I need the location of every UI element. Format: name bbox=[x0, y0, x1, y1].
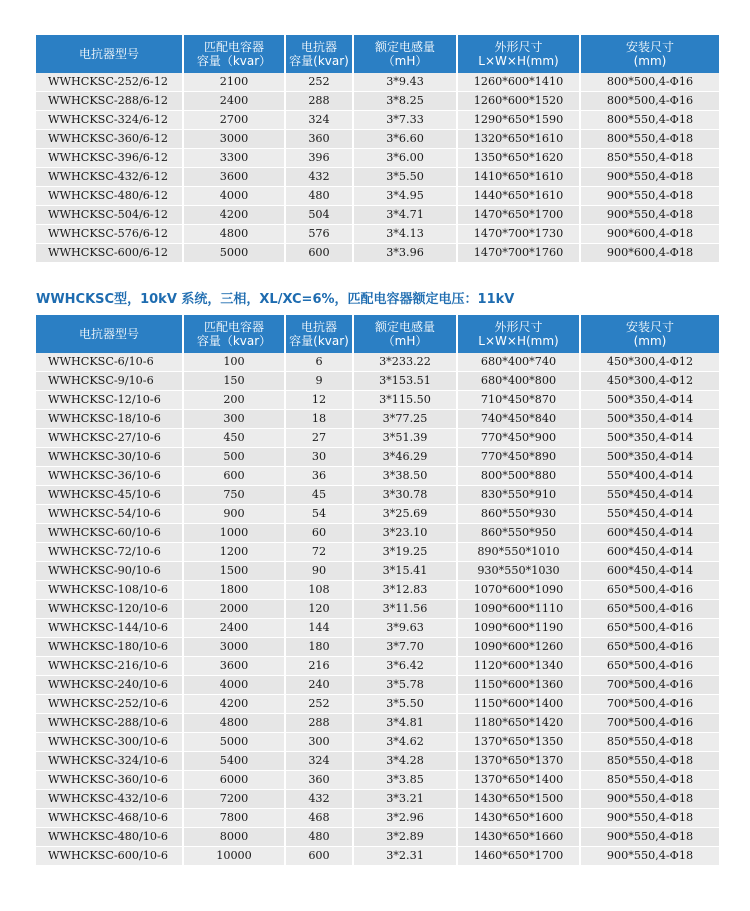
cell-model: WWHCKSC-480/6-12 bbox=[36, 187, 184, 206]
cell-dimensions: 1090*600*1190 bbox=[458, 619, 581, 638]
cell-inductance: 3*6.42 bbox=[354, 657, 458, 676]
cell-reactor-capacity: 480 bbox=[286, 828, 354, 847]
cell-mounting-size: 850*550,4-Φ18 bbox=[581, 752, 719, 771]
cell-inductance: 3*51.39 bbox=[354, 429, 458, 448]
cell-capacitor-capacity: 1800 bbox=[184, 581, 286, 600]
cell-reactor-capacity: 18 bbox=[286, 410, 354, 429]
cell-model: WWHCKSC-12/10-6 bbox=[36, 391, 184, 410]
cell-inductance: 3*3.21 bbox=[354, 790, 458, 809]
header-dimensions bbox=[458, 35, 581, 73]
cell-reactor-capacity: 324 bbox=[286, 752, 354, 771]
cell-reactor-capacity: 600 bbox=[286, 847, 354, 866]
cell-dimensions: 890*550*1010 bbox=[458, 543, 581, 562]
cell-model: WWHCKSC-60/10-6 bbox=[36, 524, 184, 543]
cell-reactor-capacity: 45 bbox=[286, 486, 354, 505]
cell-mounting-size: 800*500,4-Φ16 bbox=[581, 73, 719, 92]
cell-reactor-capacity: 240 bbox=[286, 676, 354, 695]
cell-model: WWHCKSC-180/10-6 bbox=[36, 638, 184, 657]
section-title-10kv: WWHCKSC型，10kV 系统，三相，XL/XC=6%，匹配电容器额定电压：11kV bbox=[36, 292, 515, 307]
cell-dimensions: 1470*650*1700 bbox=[458, 206, 581, 225]
cell-mounting-size: 650*500,4-Φ16 bbox=[581, 600, 719, 619]
cell-inductance: 3*6.60 bbox=[354, 130, 458, 149]
cell-dimensions: 930*550*1030 bbox=[458, 562, 581, 581]
header-line: (mm) bbox=[633, 54, 667, 68]
cell-reactor-capacity: 36 bbox=[286, 467, 354, 486]
cell-inductance: 3*6.00 bbox=[354, 149, 458, 168]
cell-capacitor-capacity: 600 bbox=[184, 467, 286, 486]
header-line: 容量（kvar） bbox=[196, 54, 272, 68]
cell-inductance: 3*30.78 bbox=[354, 486, 458, 505]
cell-reactor-capacity: 30 bbox=[286, 448, 354, 467]
header-line: 匹配电容器 bbox=[203, 40, 264, 54]
cell-model: WWHCKSC-432/10-6 bbox=[36, 790, 184, 809]
cell-inductance: 3*4.81 bbox=[354, 714, 458, 733]
cell-reactor-capacity: 576 bbox=[286, 225, 354, 244]
header-line: 电抗器型号 bbox=[78, 327, 139, 341]
cell-inductance: 3*5.78 bbox=[354, 676, 458, 695]
header-line: 外形尺寸 bbox=[494, 320, 543, 334]
cell-inductance: 3*233.22 bbox=[354, 353, 458, 372]
cell-dimensions: 800*500*880 bbox=[458, 467, 581, 486]
cell-inductance: 3*3.96 bbox=[354, 244, 458, 263]
cell-capacitor-capacity: 3600 bbox=[184, 168, 286, 187]
cell-inductance: 3*115.50 bbox=[354, 391, 458, 410]
cell-mounting-size: 700*500,4-Φ16 bbox=[581, 695, 719, 714]
header-line: L×W×H(mm) bbox=[478, 334, 559, 348]
cell-mounting-size: 600*450,4-Φ14 bbox=[581, 562, 719, 581]
cell-model: WWHCKSC-288/6-12 bbox=[36, 92, 184, 111]
cell-dimensions: 1460*650*1700 bbox=[458, 847, 581, 866]
cell-capacitor-capacity: 3000 bbox=[184, 638, 286, 657]
cell-model: WWHCKSC-90/10-6 bbox=[36, 562, 184, 581]
cell-reactor-capacity: 432 bbox=[286, 168, 354, 187]
cell-capacitor-capacity: 6000 bbox=[184, 771, 286, 790]
cell-inductance: 3*19.25 bbox=[354, 543, 458, 562]
cell-model: WWHCKSC-18/10-6 bbox=[36, 410, 184, 429]
cell-mounting-size: 550*400,4-Φ14 bbox=[581, 467, 719, 486]
cell-inductance: 3*7.33 bbox=[354, 111, 458, 130]
cell-model: WWHCKSC-120/10-6 bbox=[36, 600, 184, 619]
cell-capacitor-capacity: 3600 bbox=[184, 657, 286, 676]
header-dimensions bbox=[458, 315, 581, 353]
cell-reactor-capacity: 396 bbox=[286, 149, 354, 168]
cell-dimensions: 770*450*890 bbox=[458, 448, 581, 467]
cell-model: WWHCKSC-468/10-6 bbox=[36, 809, 184, 828]
cell-model: WWHCKSC-396/6-12 bbox=[36, 149, 184, 168]
cell-model: WWHCKSC-72/10-6 bbox=[36, 543, 184, 562]
cell-reactor-capacity: 360 bbox=[286, 771, 354, 790]
cell-reactor-capacity: 72 bbox=[286, 543, 354, 562]
cell-model: WWHCKSC-300/10-6 bbox=[36, 733, 184, 752]
cell-inductance: 3*4.13 bbox=[354, 225, 458, 244]
header-line: 容量(kvar) bbox=[289, 54, 349, 68]
cell-model: WWHCKSC-480/10-6 bbox=[36, 828, 184, 847]
cell-capacitor-capacity: 1200 bbox=[184, 543, 286, 562]
cell-reactor-capacity: 252 bbox=[286, 695, 354, 714]
cell-mounting-size: 600*450,4-Φ14 bbox=[581, 543, 719, 562]
cell-reactor-capacity: 252 bbox=[286, 73, 354, 92]
header-line: 容量(kvar) bbox=[289, 334, 349, 348]
cell-model: WWHCKSC-30/10-6 bbox=[36, 448, 184, 467]
cell-capacitor-capacity: 2700 bbox=[184, 111, 286, 130]
cell-dimensions: 1370*650*1400 bbox=[458, 771, 581, 790]
cell-dimensions: 1470*700*1730 bbox=[458, 225, 581, 244]
cell-capacitor-capacity: 4800 bbox=[184, 714, 286, 733]
cell-reactor-capacity: 144 bbox=[286, 619, 354, 638]
header-line: L×W×H(mm) bbox=[478, 54, 559, 68]
cell-mounting-size: 450*300,4-Φ12 bbox=[581, 353, 719, 372]
cell-mounting-size: 650*500,4-Φ16 bbox=[581, 638, 719, 657]
cell-mounting-size: 900*600,4-Φ18 bbox=[581, 225, 719, 244]
cell-model: WWHCKSC-576/6-12 bbox=[36, 225, 184, 244]
header-mounting-size bbox=[581, 315, 719, 353]
header-line: 容量（kvar） bbox=[196, 334, 272, 348]
cell-inductance: 3*2.89 bbox=[354, 828, 458, 847]
cell-dimensions: 1440*650*1610 bbox=[458, 187, 581, 206]
cell-mounting-size: 650*500,4-Φ16 bbox=[581, 657, 719, 676]
cell-model: WWHCKSC-600/6-12 bbox=[36, 244, 184, 263]
header-inductance bbox=[354, 315, 458, 353]
cell-reactor-capacity: 480 bbox=[286, 187, 354, 206]
cell-model: WWHCKSC-252/6-12 bbox=[36, 73, 184, 92]
cell-mounting-size: 850*550,4-Φ18 bbox=[581, 771, 719, 790]
cell-model: WWHCKSC-6/10-6 bbox=[36, 353, 184, 372]
cell-dimensions: 1150*600*1360 bbox=[458, 676, 581, 695]
cell-reactor-capacity: 12 bbox=[286, 391, 354, 410]
cell-inductance: 3*5.50 bbox=[354, 695, 458, 714]
cell-mounting-size: 550*450,4-Φ14 bbox=[581, 505, 719, 524]
cell-mounting-size: 700*500,4-Φ16 bbox=[581, 676, 719, 695]
cell-capacitor-capacity: 5000 bbox=[184, 733, 286, 752]
cell-model: WWHCKSC-45/10-6 bbox=[36, 486, 184, 505]
cell-dimensions: 1260*600*1410 bbox=[458, 73, 581, 92]
cell-reactor-capacity: 300 bbox=[286, 733, 354, 752]
cell-capacitor-capacity: 150 bbox=[184, 372, 286, 391]
cell-reactor-capacity: 90 bbox=[286, 562, 354, 581]
reactor-spec-table-6-12 bbox=[36, 35, 719, 263]
cell-capacitor-capacity: 8000 bbox=[184, 828, 286, 847]
cell-capacitor-capacity: 900 bbox=[184, 505, 286, 524]
cell-mounting-size: 800*550,4-Φ18 bbox=[581, 130, 719, 149]
cell-mounting-size: 850*550,4-Φ18 bbox=[581, 149, 719, 168]
cell-capacitor-capacity: 7800 bbox=[184, 809, 286, 828]
cell-reactor-capacity: 27 bbox=[286, 429, 354, 448]
cell-capacitor-capacity: 2000 bbox=[184, 600, 286, 619]
cell-capacitor-capacity: 1000 bbox=[184, 524, 286, 543]
cell-reactor-capacity: 120 bbox=[286, 600, 354, 619]
cell-model: WWHCKSC-324/6-12 bbox=[36, 111, 184, 130]
cell-capacitor-capacity: 2100 bbox=[184, 73, 286, 92]
cell-inductance: 3*7.70 bbox=[354, 638, 458, 657]
cell-mounting-size: 900*600,4-Φ18 bbox=[581, 244, 719, 263]
cell-mounting-size: 500*350,4-Φ14 bbox=[581, 410, 719, 429]
header-line: 电抗器型号 bbox=[78, 47, 139, 61]
cell-reactor-capacity: 468 bbox=[286, 809, 354, 828]
header-capacitor-capacity bbox=[184, 35, 286, 73]
cell-inductance: 3*15.41 bbox=[354, 562, 458, 581]
cell-inductance: 3*38.50 bbox=[354, 467, 458, 486]
cell-model: WWHCKSC-600/10-6 bbox=[36, 847, 184, 866]
cell-capacitor-capacity: 4200 bbox=[184, 206, 286, 225]
cell-inductance: 3*46.29 bbox=[354, 448, 458, 467]
cell-dimensions: 830*550*910 bbox=[458, 486, 581, 505]
cell-inductance: 3*4.71 bbox=[354, 206, 458, 225]
cell-inductance: 3*23.10 bbox=[354, 524, 458, 543]
header-line: 额定电感量 bbox=[374, 320, 435, 334]
cell-dimensions: 1320*650*1610 bbox=[458, 130, 581, 149]
cell-capacitor-capacity: 10000 bbox=[184, 847, 286, 866]
cell-dimensions: 860*550*930 bbox=[458, 505, 581, 524]
cell-mounting-size: 900*550,4-Φ18 bbox=[581, 809, 719, 828]
cell-capacitor-capacity: 4800 bbox=[184, 225, 286, 244]
header-capacitor-capacity bbox=[184, 315, 286, 353]
cell-mounting-size: 600*450,4-Φ14 bbox=[581, 524, 719, 543]
cell-reactor-capacity: 288 bbox=[286, 92, 354, 111]
cell-reactor-capacity: 60 bbox=[286, 524, 354, 543]
header-line: 电抗器 bbox=[300, 40, 337, 54]
cell-reactor-capacity: 54 bbox=[286, 505, 354, 524]
cell-inductance: 3*4.28 bbox=[354, 752, 458, 771]
cell-inductance: 3*4.95 bbox=[354, 187, 458, 206]
cell-inductance: 3*5.50 bbox=[354, 168, 458, 187]
cell-capacitor-capacity: 3300 bbox=[184, 149, 286, 168]
header-line: 安装尺寸 bbox=[625, 40, 674, 54]
cell-dimensions: 1430*650*1500 bbox=[458, 790, 581, 809]
cell-dimensions: 1150*600*1400 bbox=[458, 695, 581, 714]
cell-model: WWHCKSC-240/10-6 bbox=[36, 676, 184, 695]
header-line: (mm) bbox=[633, 334, 667, 348]
cell-dimensions: 680*400*740 bbox=[458, 353, 581, 372]
cell-dimensions: 1090*600*1110 bbox=[458, 600, 581, 619]
cell-reactor-capacity: 504 bbox=[286, 206, 354, 225]
cell-capacitor-capacity: 7200 bbox=[184, 790, 286, 809]
cell-reactor-capacity: 288 bbox=[286, 714, 354, 733]
cell-model: WWHCKSC-360/10-6 bbox=[36, 771, 184, 790]
cell-capacitor-capacity: 5400 bbox=[184, 752, 286, 771]
cell-capacitor-capacity: 2400 bbox=[184, 92, 286, 111]
cell-mounting-size: 900*550,4-Φ18 bbox=[581, 206, 719, 225]
cell-mounting-size: 800*500,4-Φ16 bbox=[581, 92, 719, 111]
cell-capacitor-capacity: 2400 bbox=[184, 619, 286, 638]
cell-model: WWHCKSC-432/6-12 bbox=[36, 168, 184, 187]
cell-mounting-size: 900*550,4-Φ18 bbox=[581, 168, 719, 187]
cell-inductance: 3*4.62 bbox=[354, 733, 458, 752]
cell-inductance: 3*9.63 bbox=[354, 619, 458, 638]
cell-capacitor-capacity: 4200 bbox=[184, 695, 286, 714]
header-line: 安装尺寸 bbox=[625, 320, 674, 334]
cell-inductance: 3*11.56 bbox=[354, 600, 458, 619]
cell-mounting-size: 650*500,4-Φ16 bbox=[581, 619, 719, 638]
cell-model: WWHCKSC-504/6-12 bbox=[36, 206, 184, 225]
header-line: （mH） bbox=[382, 334, 428, 348]
header-reactor-capacity bbox=[286, 35, 354, 73]
header-model bbox=[36, 315, 184, 353]
cell-dimensions: 1430*650*1600 bbox=[458, 809, 581, 828]
cell-mounting-size: 500*350,4-Φ14 bbox=[581, 448, 719, 467]
cell-capacitor-capacity: 3000 bbox=[184, 130, 286, 149]
cell-inductance: 3*8.25 bbox=[354, 92, 458, 111]
cell-mounting-size: 450*300,4-Φ12 bbox=[581, 372, 719, 391]
header-line: 电抗器 bbox=[300, 320, 337, 334]
cell-dimensions: 1370*650*1350 bbox=[458, 733, 581, 752]
cell-dimensions: 1120*600*1340 bbox=[458, 657, 581, 676]
cell-mounting-size: 800*550,4-Φ18 bbox=[581, 111, 719, 130]
cell-dimensions: 1260*600*1520 bbox=[458, 92, 581, 111]
header-inductance bbox=[354, 35, 458, 73]
header-line: 外形尺寸 bbox=[494, 40, 543, 54]
cell-reactor-capacity: 360 bbox=[286, 130, 354, 149]
cell-dimensions: 1090*600*1260 bbox=[458, 638, 581, 657]
cell-dimensions: 860*550*950 bbox=[458, 524, 581, 543]
cell-mounting-size: 500*350,4-Φ14 bbox=[581, 391, 719, 410]
cell-reactor-capacity: 180 bbox=[286, 638, 354, 657]
cell-inductance: 3*2.96 bbox=[354, 809, 458, 828]
cell-mounting-size: 550*450,4-Φ14 bbox=[581, 486, 719, 505]
header-line: （mH） bbox=[382, 54, 428, 68]
cell-dimensions: 710*450*870 bbox=[458, 391, 581, 410]
cell-reactor-capacity: 324 bbox=[286, 111, 354, 130]
cell-capacitor-capacity: 500 bbox=[184, 448, 286, 467]
cell-mounting-size: 700*500,4-Φ16 bbox=[581, 714, 719, 733]
cell-model: WWHCKSC-252/10-6 bbox=[36, 695, 184, 714]
cell-model: WWHCKSC-360/6-12 bbox=[36, 130, 184, 149]
cell-inductance: 3*2.31 bbox=[354, 847, 458, 866]
cell-capacitor-capacity: 100 bbox=[184, 353, 286, 372]
cell-inductance: 3*12.83 bbox=[354, 581, 458, 600]
header-line: 匹配电容器 bbox=[203, 320, 264, 334]
cell-dimensions: 1430*650*1660 bbox=[458, 828, 581, 847]
cell-mounting-size: 900*550,4-Φ18 bbox=[581, 828, 719, 847]
cell-mounting-size: 650*500,4-Φ16 bbox=[581, 581, 719, 600]
cell-dimensions: 770*450*900 bbox=[458, 429, 581, 448]
cell-model: WWHCKSC-288/10-6 bbox=[36, 714, 184, 733]
cell-dimensions: 1470*700*1760 bbox=[458, 244, 581, 263]
cell-capacitor-capacity: 200 bbox=[184, 391, 286, 410]
cell-reactor-capacity: 216 bbox=[286, 657, 354, 676]
cell-inductance: 3*3.85 bbox=[354, 771, 458, 790]
cell-model: WWHCKSC-216/10-6 bbox=[36, 657, 184, 676]
header-mounting-size bbox=[581, 35, 719, 73]
header-reactor-capacity bbox=[286, 315, 354, 353]
reactor-spec-table-10-6 bbox=[36, 315, 719, 866]
cell-inductance: 3*9.43 bbox=[354, 73, 458, 92]
cell-dimensions: 1370*650*1370 bbox=[458, 752, 581, 771]
cell-capacitor-capacity: 750 bbox=[184, 486, 286, 505]
cell-mounting-size: 850*550,4-Φ18 bbox=[581, 733, 719, 752]
cell-dimensions: 1410*650*1610 bbox=[458, 168, 581, 187]
cell-capacitor-capacity: 5000 bbox=[184, 244, 286, 263]
cell-dimensions: 680*400*800 bbox=[458, 372, 581, 391]
cell-reactor-capacity: 108 bbox=[286, 581, 354, 600]
cell-dimensions: 1290*650*1590 bbox=[458, 111, 581, 130]
cell-capacitor-capacity: 450 bbox=[184, 429, 286, 448]
cell-model: WWHCKSC-9/10-6 bbox=[36, 372, 184, 391]
header-model bbox=[36, 35, 184, 73]
cell-dimensions: 1180*650*1420 bbox=[458, 714, 581, 733]
cell-mounting-size: 900*550,4-Φ18 bbox=[581, 187, 719, 206]
cell-dimensions: 740*450*840 bbox=[458, 410, 581, 429]
cell-reactor-capacity: 9 bbox=[286, 372, 354, 391]
cell-reactor-capacity: 600 bbox=[286, 244, 354, 263]
cell-capacitor-capacity: 1500 bbox=[184, 562, 286, 581]
cell-model: WWHCKSC-144/10-6 bbox=[36, 619, 184, 638]
cell-capacitor-capacity: 4000 bbox=[184, 187, 286, 206]
cell-mounting-size: 500*350,4-Φ14 bbox=[581, 429, 719, 448]
cell-dimensions: 1350*650*1620 bbox=[458, 149, 581, 168]
cell-inductance: 3*25.69 bbox=[354, 505, 458, 524]
cell-model: WWHCKSC-54/10-6 bbox=[36, 505, 184, 524]
cell-reactor-capacity: 432 bbox=[286, 790, 354, 809]
cell-model: WWHCKSC-108/10-6 bbox=[36, 581, 184, 600]
header-line: 额定电感量 bbox=[374, 40, 435, 54]
cell-mounting-size: 900*550,4-Φ18 bbox=[581, 790, 719, 809]
cell-mounting-size: 900*550,4-Φ18 bbox=[581, 847, 719, 866]
cell-inductance: 3*77.25 bbox=[354, 410, 458, 429]
cell-model: WWHCKSC-27/10-6 bbox=[36, 429, 184, 448]
cell-capacitor-capacity: 4000 bbox=[184, 676, 286, 695]
cell-dimensions: 1070*600*1090 bbox=[458, 581, 581, 600]
cell-reactor-capacity: 6 bbox=[286, 353, 354, 372]
cell-model: WWHCKSC-36/10-6 bbox=[36, 467, 184, 486]
cell-inductance: 3*153.51 bbox=[354, 372, 458, 391]
cell-capacitor-capacity: 300 bbox=[184, 410, 286, 429]
cell-model: WWHCKSC-324/10-6 bbox=[36, 752, 184, 771]
